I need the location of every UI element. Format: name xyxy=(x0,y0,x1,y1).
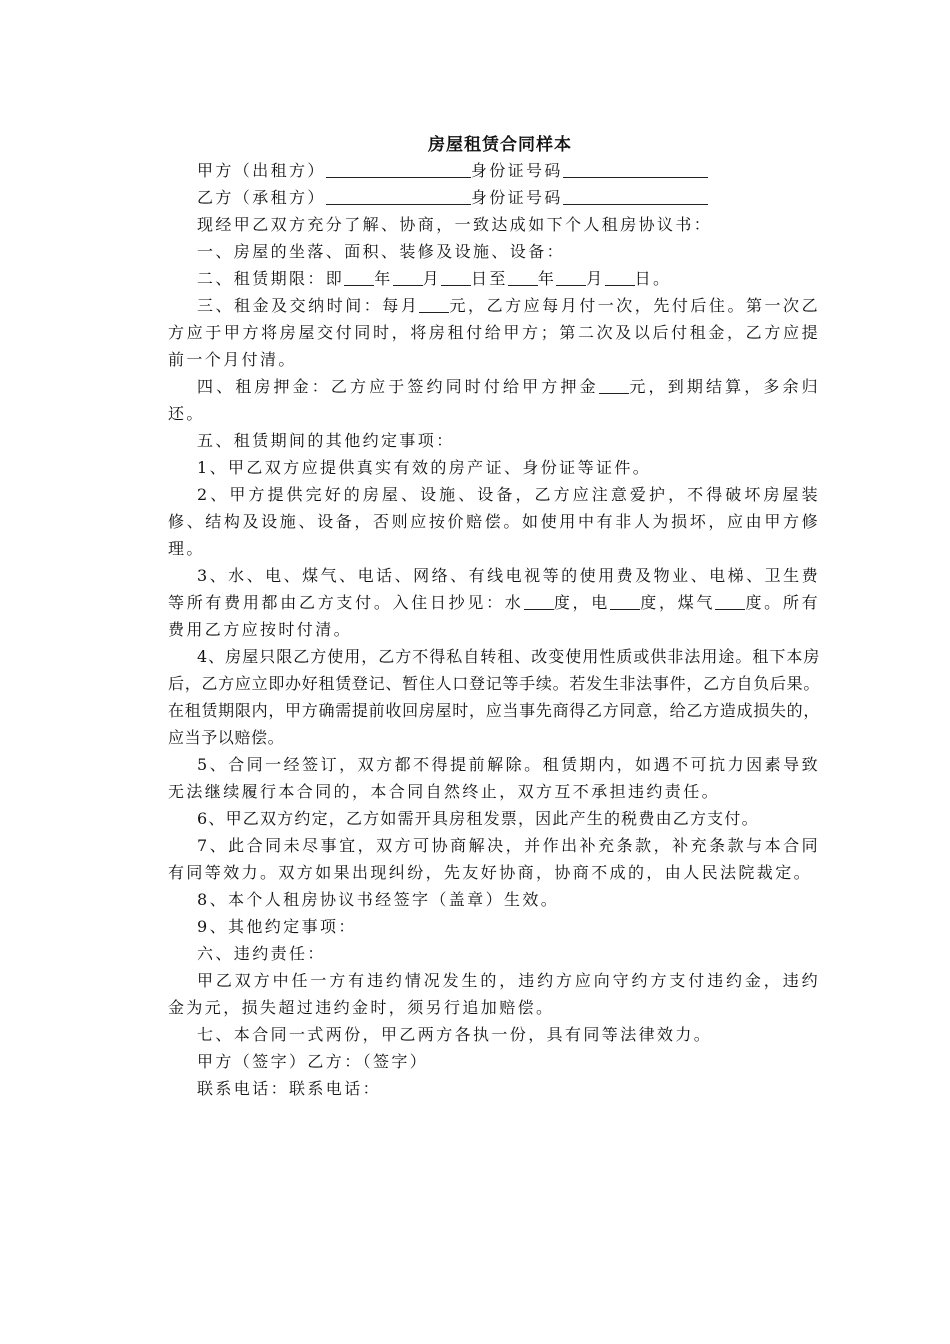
item-3-text-a: 3、水、电、煤气、电话、网络、有线电视等的使用费及物业、电梯、卫生费等所有费用都由乙方支付。入住日抄见：水 xyxy=(168,566,820,612)
section-2-text: 二、租赁期限：即 xyxy=(197,269,345,288)
start-month-label: 月 xyxy=(422,269,442,288)
deposit-blank xyxy=(599,377,629,394)
gas-reading-blank xyxy=(715,593,745,610)
item-3 xyxy=(168,562,820,643)
party-a-line xyxy=(168,157,820,184)
party-b-id-label: 身份证号码 xyxy=(470,188,563,207)
section-7: 七、本合同一式两份，甲乙两方各执一份，具有同等法律效力。 xyxy=(197,1025,713,1044)
section-5: 五、租赁期间的其他约定事项： xyxy=(197,431,455,450)
section-4-text-b: 元，到期结算，多余归还。 xyxy=(168,377,820,423)
item-6: 6、甲乙双方约定，乙方如需开具房租发票，因此产生的税费由乙方支付。 xyxy=(197,809,759,828)
section-1: 一、房屋的坐落、面积、装修及设施、设备： xyxy=(197,242,566,261)
section-2 xyxy=(168,265,820,292)
party-a-id-label: 身份证号码 xyxy=(470,161,563,180)
start-year-blank xyxy=(344,269,374,286)
item-7: 7、此合同未尽事宜，双方可协商解决，并作出补充条款，补充条款与本合同有同等效力。双方如果出现纠纷，先友好协商，协商不成的，由人民法院裁定。 xyxy=(168,836,820,882)
section-6-text: 甲乙双方中任一方有违约情况发生的，违约方应向守约方支付违约金，违约金为元，损失超过违约金时，须另行追加赔偿。 xyxy=(168,971,820,1017)
end-year-blank xyxy=(508,269,538,286)
item-2: 2、甲方提供完好的房屋、设施、设备，乙方应注意爱护，不得破坏房屋装修、结构及设施、设备，否则应按价赔偿。如使用中有非人为损坏，应由甲方修理。 xyxy=(168,485,820,558)
party-b-name-blank xyxy=(326,188,471,205)
item-3-text-c: 度，煤气 xyxy=(639,593,716,612)
end-day-label: 日。 xyxy=(634,269,672,288)
end-day-blank xyxy=(605,269,635,286)
start-day-label: 日至 xyxy=(471,269,508,288)
monthly-rent-blank xyxy=(419,296,449,313)
item-8: 8、本个人租房协议书经签字（盖章）生效。 xyxy=(197,890,560,909)
electric-reading-blank xyxy=(610,593,640,610)
section-3-text-a: 三、租金及交纳时间：每月 xyxy=(197,296,420,315)
item-5: 5、合同一经签订，双方都不得提前解除。租赁期内，如遇不可抗力因素导致无法继续履行本合同的，本合同自然终止，双方互不承担违约责任。 xyxy=(168,755,820,801)
party-a-id-blank xyxy=(563,161,708,178)
item-1: 1、甲乙双方应提供真实有效的房产证、身份证等证件。 xyxy=(197,458,652,477)
end-month-blank xyxy=(556,269,586,286)
item-3-text-b: 度，电 xyxy=(553,593,610,612)
document-title: 房屋租赁合同样本 xyxy=(428,135,572,155)
end-month-label: 月 xyxy=(586,269,605,288)
water-reading-blank xyxy=(524,593,554,610)
end-year-label: 年 xyxy=(537,269,557,288)
item-4: 4、房屋只限乙方使用，乙方不得私自转租、改变使用性质或供非法用途。租下本房后，乙方应立即办好租赁登记、暂住人口登记等手续。若发生非法事件，乙方自负后果。在租赁期限内，甲方确需提前收回房屋时，应当事先商得乙方同意，给乙方造成损失的，应当予以赔偿。 xyxy=(168,647,820,747)
section-3-text-b: 元，乙方应每月付一次，先付后住。第一次乙方应于甲方将房屋交付同时，将房租付给甲方；第二次及以后付租金，乙方应提前一个月付清。 xyxy=(168,296,820,369)
party-b-label: 乙方（承租方） xyxy=(197,188,326,207)
item-9: 9、其他约定事项： xyxy=(197,917,357,936)
section-4-text-a: 四、租房押金：乙方应于签约同时付给甲方押金 xyxy=(197,377,599,396)
contract-body xyxy=(168,157,820,1102)
start-day-blank xyxy=(441,269,471,286)
signature-line: 甲方（签字）乙方：（签字） xyxy=(197,1052,429,1071)
party-a-label: 甲方（出租方） xyxy=(197,161,326,180)
start-month-blank xyxy=(393,269,423,286)
section-6: 六、违约责任： xyxy=(197,944,326,963)
section-3 xyxy=(168,292,820,373)
party-b-line xyxy=(168,184,820,211)
party-a-name-blank xyxy=(326,161,471,178)
section-4 xyxy=(168,373,820,427)
item-3-text-d: 度。所有费用乙方应按时付清。 xyxy=(168,593,821,639)
intro-paragraph: 现经甲乙双方充分了解、协商，一致达成如下个人租房协议书： xyxy=(197,215,713,234)
start-year-label: 年 xyxy=(374,269,393,288)
phone-line: 联系电话：联系电话： xyxy=(197,1079,382,1098)
party-b-id-blank xyxy=(563,188,708,205)
